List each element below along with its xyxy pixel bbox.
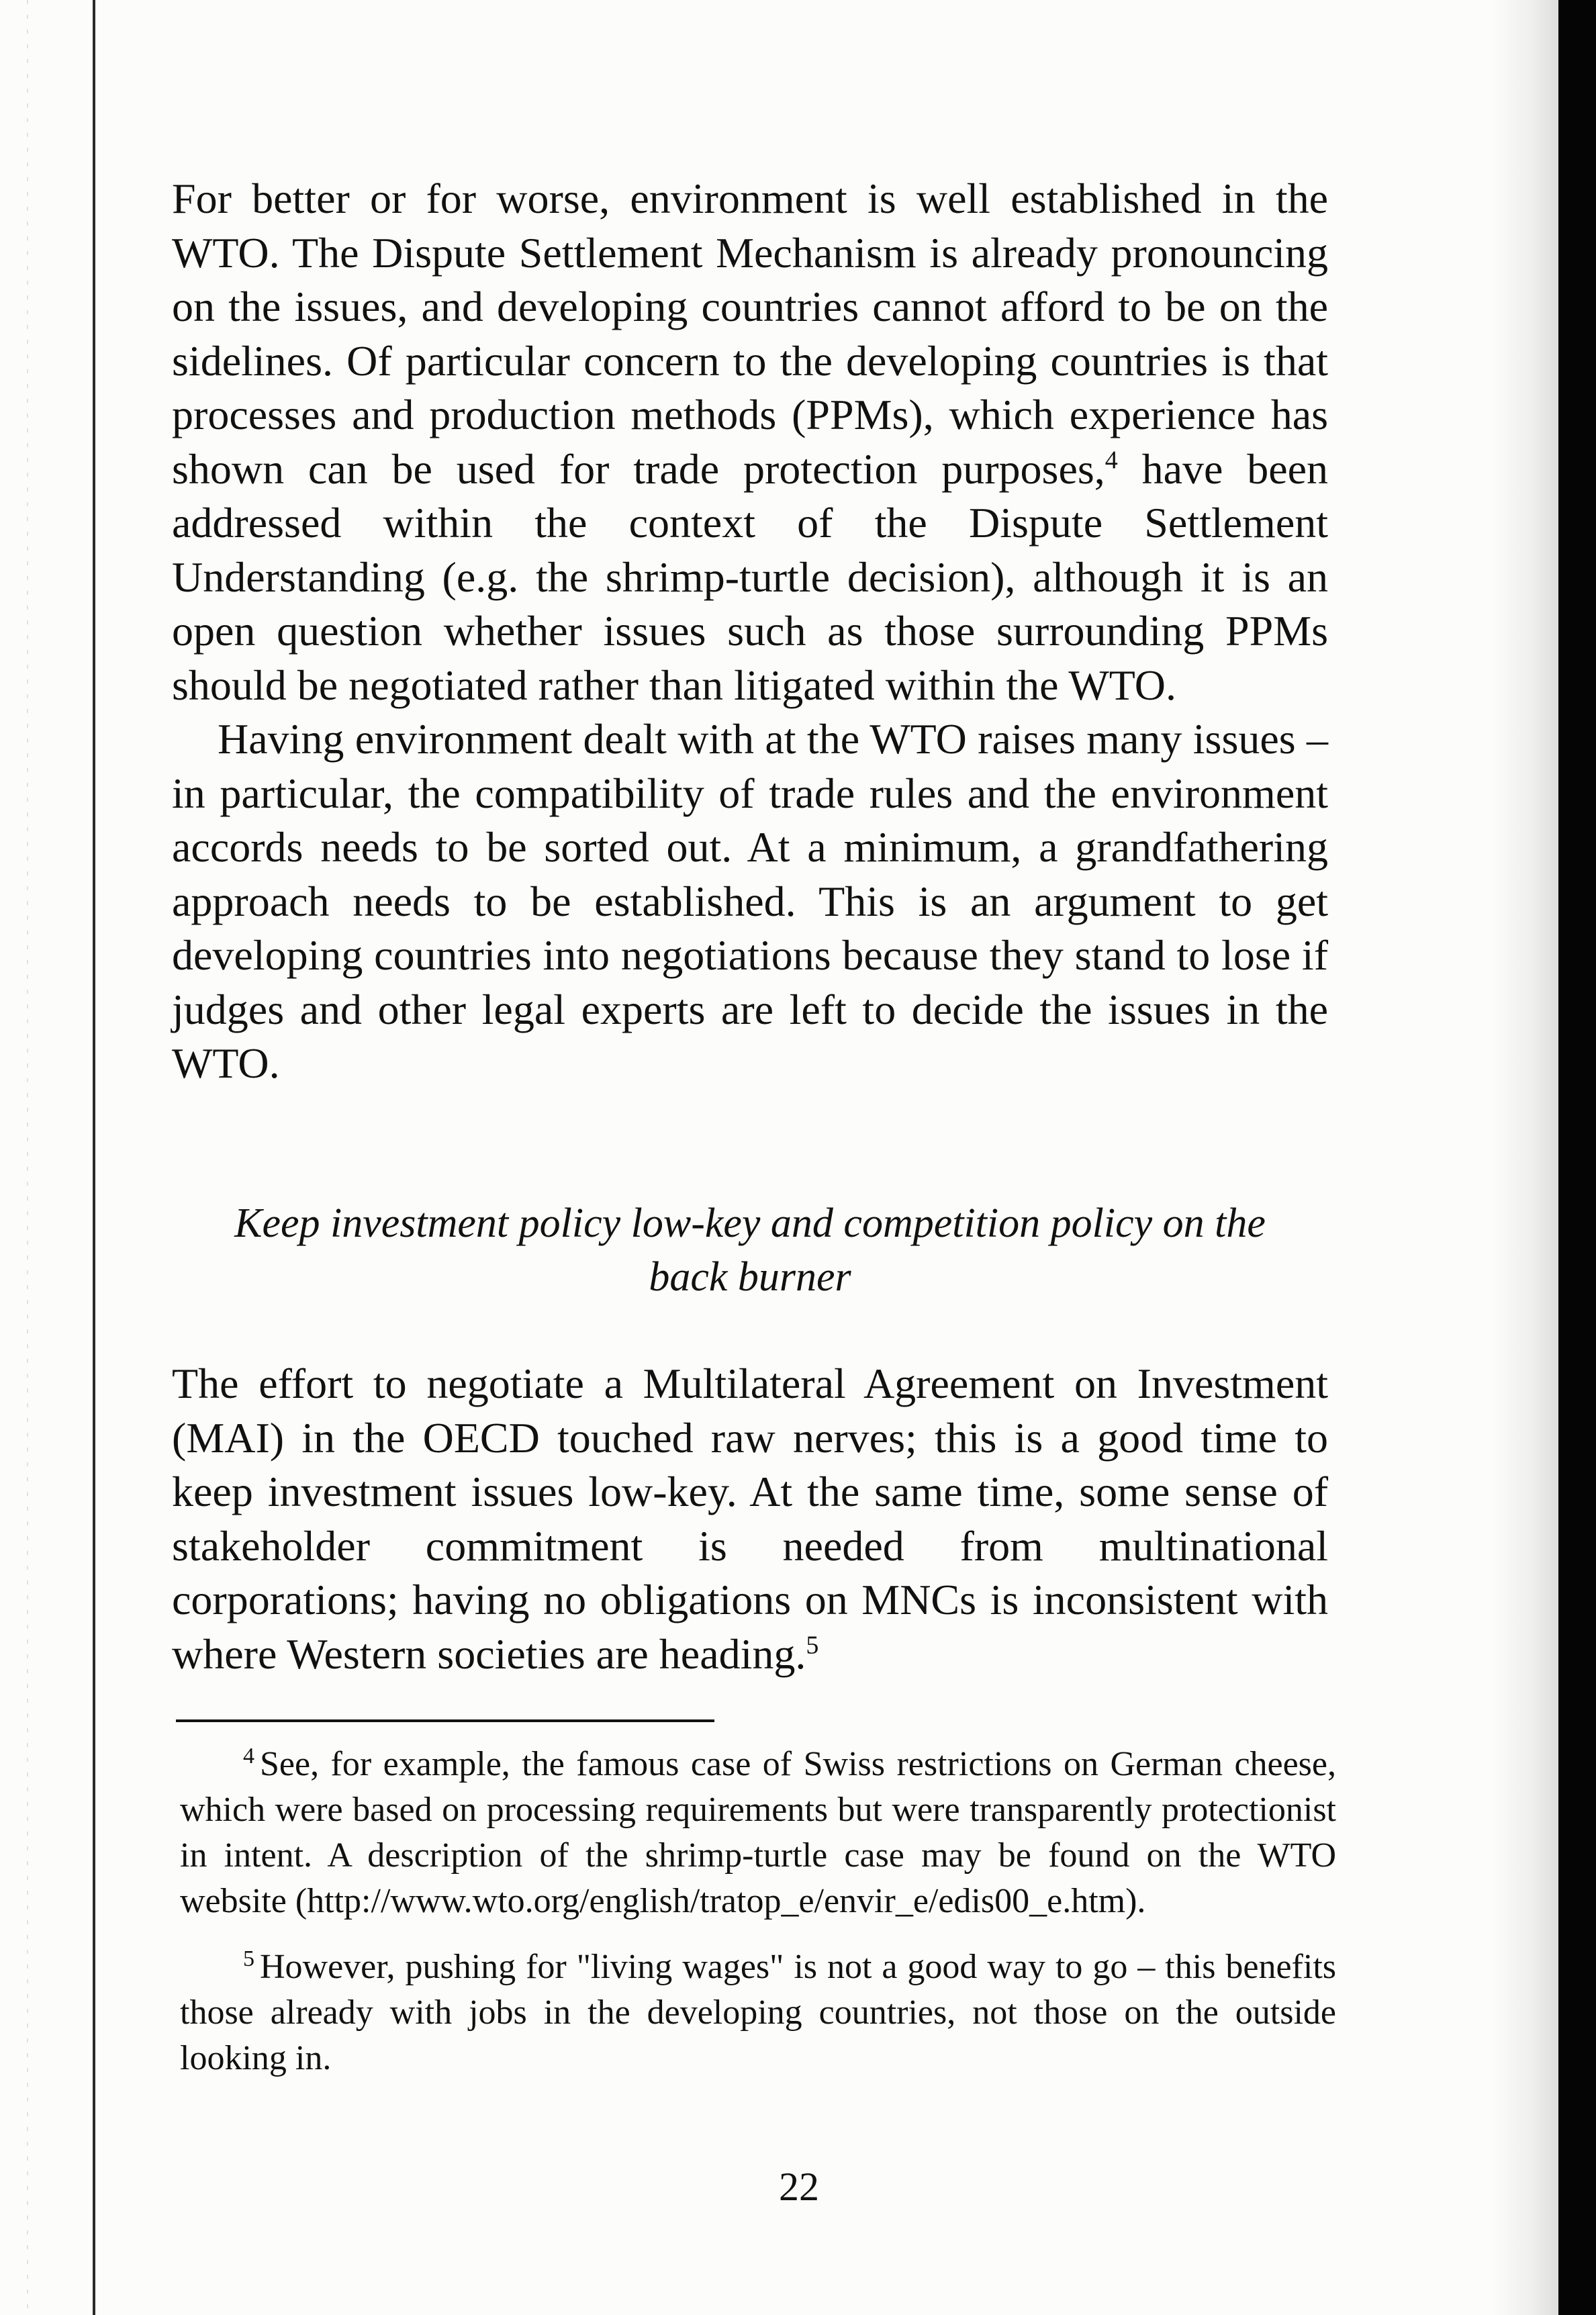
- footnote-ref-5: 5: [806, 1631, 819, 1660]
- body-text-upper: [172, 172, 1328, 1091]
- body-paragraph-1-end: have been addressed within the context of the Dispute Settlement Understanding (e.g. the shrimp-turtle decision), although it is an open question whether issues such as those surrounding PPMs should be negotiated rather than litigated within the WTO.: [172, 444, 1329, 709]
- footnote-separator: [176, 1719, 714, 1722]
- scan-edge-speckle: [27, 0, 28, 2315]
- footnote-4-text: See, for example, the famous case of Swiss restrictions on German cheese, which were based on processing requirements but were transparently protectionist in intent. A description of the shrimp-turtle case may be found on the WTO website (http://www.wto.org/english/tratop_e/envir_e/edis00_e.htm).: [180, 1745, 1336, 1920]
- footnote-5-text: However, pushing for "living wages" is not a good way to go – this benefits those already with jobs in the developing countries, not those on the outside looking in.: [180, 1948, 1336, 2077]
- page-number: 22: [779, 2165, 819, 2209]
- section-paragraph: [172, 1357, 1328, 1681]
- page-binding-line: [93, 0, 95, 2315]
- body-paragraph-1: [172, 172, 1328, 712]
- body-text-lower: [172, 1357, 1328, 1681]
- body-paragraph-1-text: For better or for worse, environment is well established in the WTO. The Dispute Settlement Mechanism is already pronouncing on the issues, and developing countries cannot afford to be on the sidelines. Of particular concern to the developing countries is that processes and production methods (PPMs), which experience has shown can be used for trade protection purposes,: [172, 175, 1328, 493]
- section-paragraph-text: The effort to negotiate a Multilateral Agreement on Investment (MAI) in the OECD touched raw nerves; this is a good time to keep investment issues low-key. At the same time, some sense of stakeholder commitment is needed from multinational corporations; having no obligations on MNCs is inconsistent with where Western societies are heading.: [172, 1360, 1328, 1678]
- section-heading: [172, 1196, 1328, 1304]
- section-heading-line-2: back burner: [649, 1254, 851, 1300]
- footnote-5-number: 5: [243, 1946, 254, 1971]
- footnote-ref-4: 4: [1105, 446, 1118, 475]
- section-heading-line-1: Keep investment policy low-key and competition policy on the: [234, 1200, 1266, 1246]
- body-paragraph-2: Having environment dealt with at the WTO raises many issues – in particular, the compatibility of trade rules and the environment accords needs to be sorted out. At a minimum, a grandfathering approach needs to be established. This is an argument to get developing countries into negotiations because they stand to lose if judges and other legal experts are left to decide the issues in the WTO.: [172, 715, 1328, 1087]
- scan-dark-edge: [1558, 0, 1596, 2315]
- footnote-5: [180, 1944, 1336, 2081]
- scan-shadow: [1491, 0, 1558, 2315]
- footnote-4: [180, 1742, 1336, 1924]
- footnote-4-number: 4: [243, 1743, 254, 1768]
- footnotes: [180, 1742, 1336, 2101]
